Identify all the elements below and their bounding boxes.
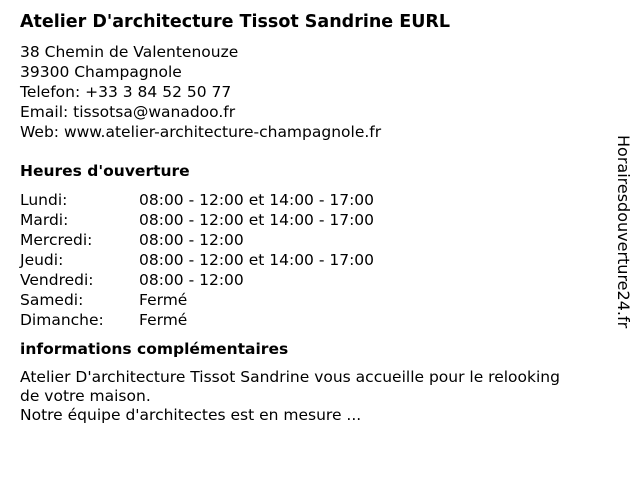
time-value: 08:00 - 12:00 et 14:00 - 17:00	[139, 211, 375, 229]
city-postcode: 39300 Champagnole	[20, 63, 182, 81]
hours-row-dimanche	[20, 310, 580, 330]
info-paragraph-1: Atelier D'architecture Tissot Sandrine vous accueille pour le relooking de votre maison.	[20, 368, 560, 405]
day-label: Lundi:	[20, 191, 68, 209]
time-value: 08:00 - 12:00 et 14:00 - 17:00	[139, 191, 375, 209]
phone-number: Telefon: +33 3 84 52 50 77	[20, 83, 232, 101]
time-value: 08:00 - 12:00	[139, 231, 244, 249]
time-value: Fermé	[139, 311, 188, 329]
contact-block	[20, 42, 580, 142]
day-label: Vendredi:	[20, 271, 94, 289]
site-watermark: Horairesdouverture24.fr	[614, 135, 633, 329]
hours-row-mardi	[20, 210, 580, 230]
hours-row-samedi	[20, 290, 580, 310]
time-value: Fermé	[139, 291, 188, 309]
time-value: 08:00 - 12:00	[139, 271, 244, 289]
opening-hours-table	[20, 190, 580, 330]
hours-row-vendredi	[20, 270, 580, 290]
business-card	[20, 10, 580, 425]
email-address: Email: tissotsa@wanadoo.fr	[20, 103, 236, 121]
business-name: Atelier D'architecture Tissot Sandrine EURL	[20, 12, 451, 32]
info-paragraph-2: Notre équipe d'architectes est en mesure ...	[20, 406, 362, 424]
day-label: Samedi:	[20, 291, 84, 309]
additional-info-text	[20, 368, 565, 425]
hours-row-lundi	[20, 190, 580, 210]
website-url: Web: www.atelier-architecture-champagnole.fr	[20, 123, 382, 141]
hours-row-mercredi	[20, 230, 580, 250]
opening-hours-heading: Heures d'ouverture	[20, 162, 190, 180]
additional-info-heading: informations complémentaires	[20, 340, 289, 358]
day-label: Dimanche:	[20, 311, 104, 329]
day-label: Mercredi:	[20, 231, 93, 249]
street-address: 38 Chemin de Valentenouze	[20, 43, 239, 61]
day-label: Mardi:	[20, 211, 69, 229]
hours-row-jeudi	[20, 250, 580, 270]
time-value: 08:00 - 12:00 et 14:00 - 17:00	[139, 251, 375, 269]
day-label: Jeudi:	[20, 251, 64, 269]
